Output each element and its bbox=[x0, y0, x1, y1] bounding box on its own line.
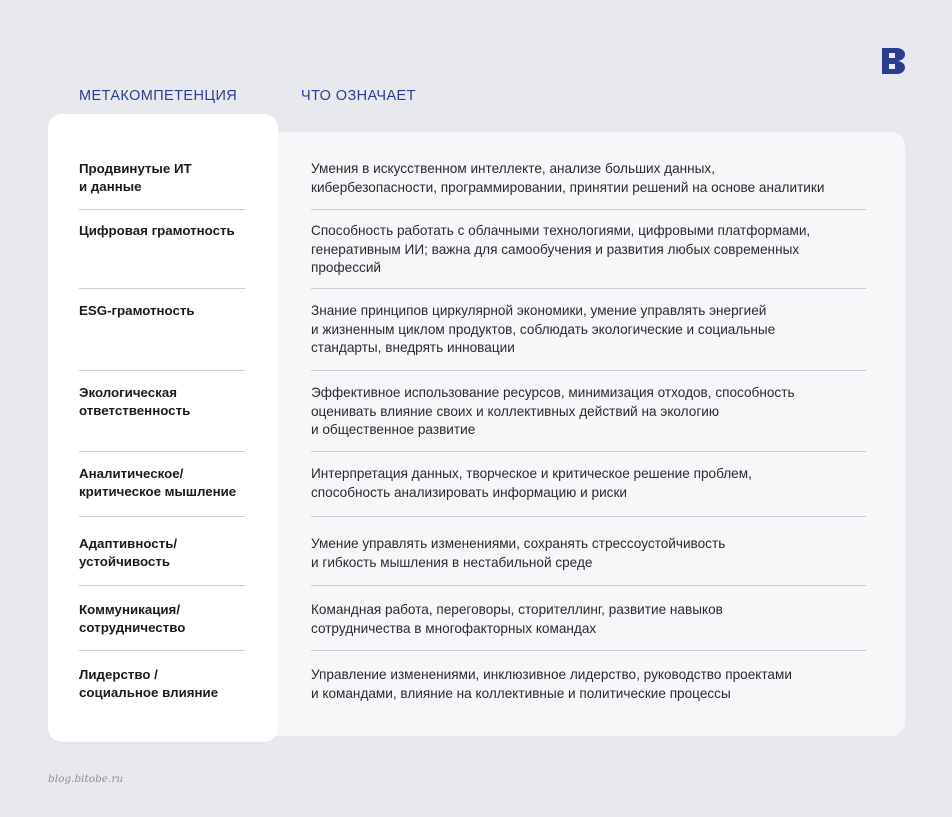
competence-description-line: Управление изменениями, инклюзивное лидерство, руководство проектами bbox=[311, 667, 792, 682]
competence-description-line: и командами, влияние на коллективные и политические процессы bbox=[311, 685, 731, 701]
competence-description-line: генеративным ИИ; важна для самообучения и развития любых современных bbox=[311, 241, 800, 257]
row-divider bbox=[311, 585, 866, 586]
source-footer: blog.bitobe.ru bbox=[48, 773, 124, 785]
competence-name bbox=[79, 666, 259, 702]
row-divider bbox=[79, 516, 245, 517]
competence-description-line: сотрудничества в многофакторных командах bbox=[311, 620, 597, 636]
competence-description-line: профессий bbox=[311, 260, 382, 275]
competence-name-line: критическое мышление bbox=[79, 484, 237, 499]
row-divider bbox=[79, 585, 245, 586]
row-divider bbox=[79, 650, 245, 651]
competence-name bbox=[79, 160, 259, 196]
row-divider bbox=[79, 209, 245, 210]
competence-name bbox=[79, 535, 259, 571]
competence-description-line: кибербезопасности, программировании, принятии решений на основе аналитики bbox=[311, 179, 825, 195]
row-divider bbox=[79, 370, 245, 371]
competence-description-line: оценивать влияние своих и коллективных действий на экологию bbox=[311, 403, 720, 419]
competence-description-line: и гибкость мышления в нестабильной среде bbox=[311, 554, 593, 570]
competence-name-line: ответственность bbox=[79, 403, 191, 418]
column-header-meaning: ЧТО ОЗНАЧАЕТ bbox=[301, 88, 416, 104]
competence-description-line: Командная работа, переговоры, сторителлинг, развитие навыков bbox=[311, 602, 723, 617]
competence-description-line: Интерпретация данных, творческое и критическое решение проблем, bbox=[311, 466, 752, 481]
competence-name-line: Лидерство / bbox=[79, 667, 158, 682]
competence-description bbox=[311, 302, 871, 358]
competence-name bbox=[79, 302, 259, 320]
competence-name bbox=[79, 601, 259, 637]
competence-description-line: Умения в искусственном интеллекте, анализе больших данных, bbox=[311, 161, 715, 176]
row-divider bbox=[79, 288, 245, 289]
competence-name-line: устойчивость bbox=[79, 554, 171, 569]
row-divider bbox=[311, 650, 866, 651]
competence-description-line: стандарты, внедрять инновации bbox=[311, 340, 515, 355]
competence-name bbox=[79, 465, 259, 501]
competence-description bbox=[311, 222, 871, 278]
competence-name-line: ESG-грамотность bbox=[79, 303, 195, 318]
row-divider bbox=[311, 288, 866, 289]
competence-name bbox=[79, 384, 259, 420]
competence-description bbox=[311, 384, 871, 440]
row-divider bbox=[311, 516, 866, 517]
column-header-metacompetence: МЕТАКОМПЕТЕНЦИЯ bbox=[79, 88, 238, 104]
competence-name bbox=[79, 222, 259, 240]
competence-description-line: Знание принципов циркулярной экономики, умение управлять энергией bbox=[311, 303, 767, 318]
competence-description bbox=[311, 465, 871, 502]
competence-description bbox=[311, 160, 871, 197]
competence-description-line: Способность работать с облачными технологиями, цифровыми платформами, bbox=[311, 223, 811, 238]
competence-name-line: социальное влияние bbox=[79, 685, 219, 700]
competence-name-line: Цифровая грамотность bbox=[79, 223, 235, 238]
row-divider bbox=[311, 209, 866, 210]
competence-name-line: сотрудничество bbox=[79, 620, 186, 635]
row-divider bbox=[79, 451, 245, 452]
row-divider bbox=[311, 451, 866, 452]
competence-name-line: Экологическая bbox=[79, 385, 177, 400]
bitobe-b-logo-icon bbox=[882, 48, 906, 74]
competence-description-line: Умение управлять изменениями, сохранять стрессоустойчивость bbox=[311, 536, 726, 551]
competence-description-line: и общественное развитие bbox=[311, 422, 476, 437]
competence-description bbox=[311, 535, 871, 572]
competence-description-line: Эффективное использование ресурсов, минимизация отходов, способность bbox=[311, 385, 795, 400]
competence-description-line: способность анализировать информацию и риски bbox=[311, 484, 628, 500]
competence-description-line: и жизненным циклом продуктов, соблюдать экологические и социальные bbox=[311, 321, 776, 337]
competence-description bbox=[311, 601, 871, 638]
competence-name-line: Коммуникация/ bbox=[79, 602, 181, 617]
competence-name-line: и данные bbox=[79, 179, 142, 194]
competence-name-line: Аналитическое/ bbox=[79, 466, 184, 481]
row-divider bbox=[311, 370, 866, 371]
competence-name-line: Продвинутые ИТ bbox=[79, 161, 192, 176]
competence-name-line: Адаптивность/ bbox=[79, 536, 178, 551]
competence-description bbox=[311, 666, 871, 703]
